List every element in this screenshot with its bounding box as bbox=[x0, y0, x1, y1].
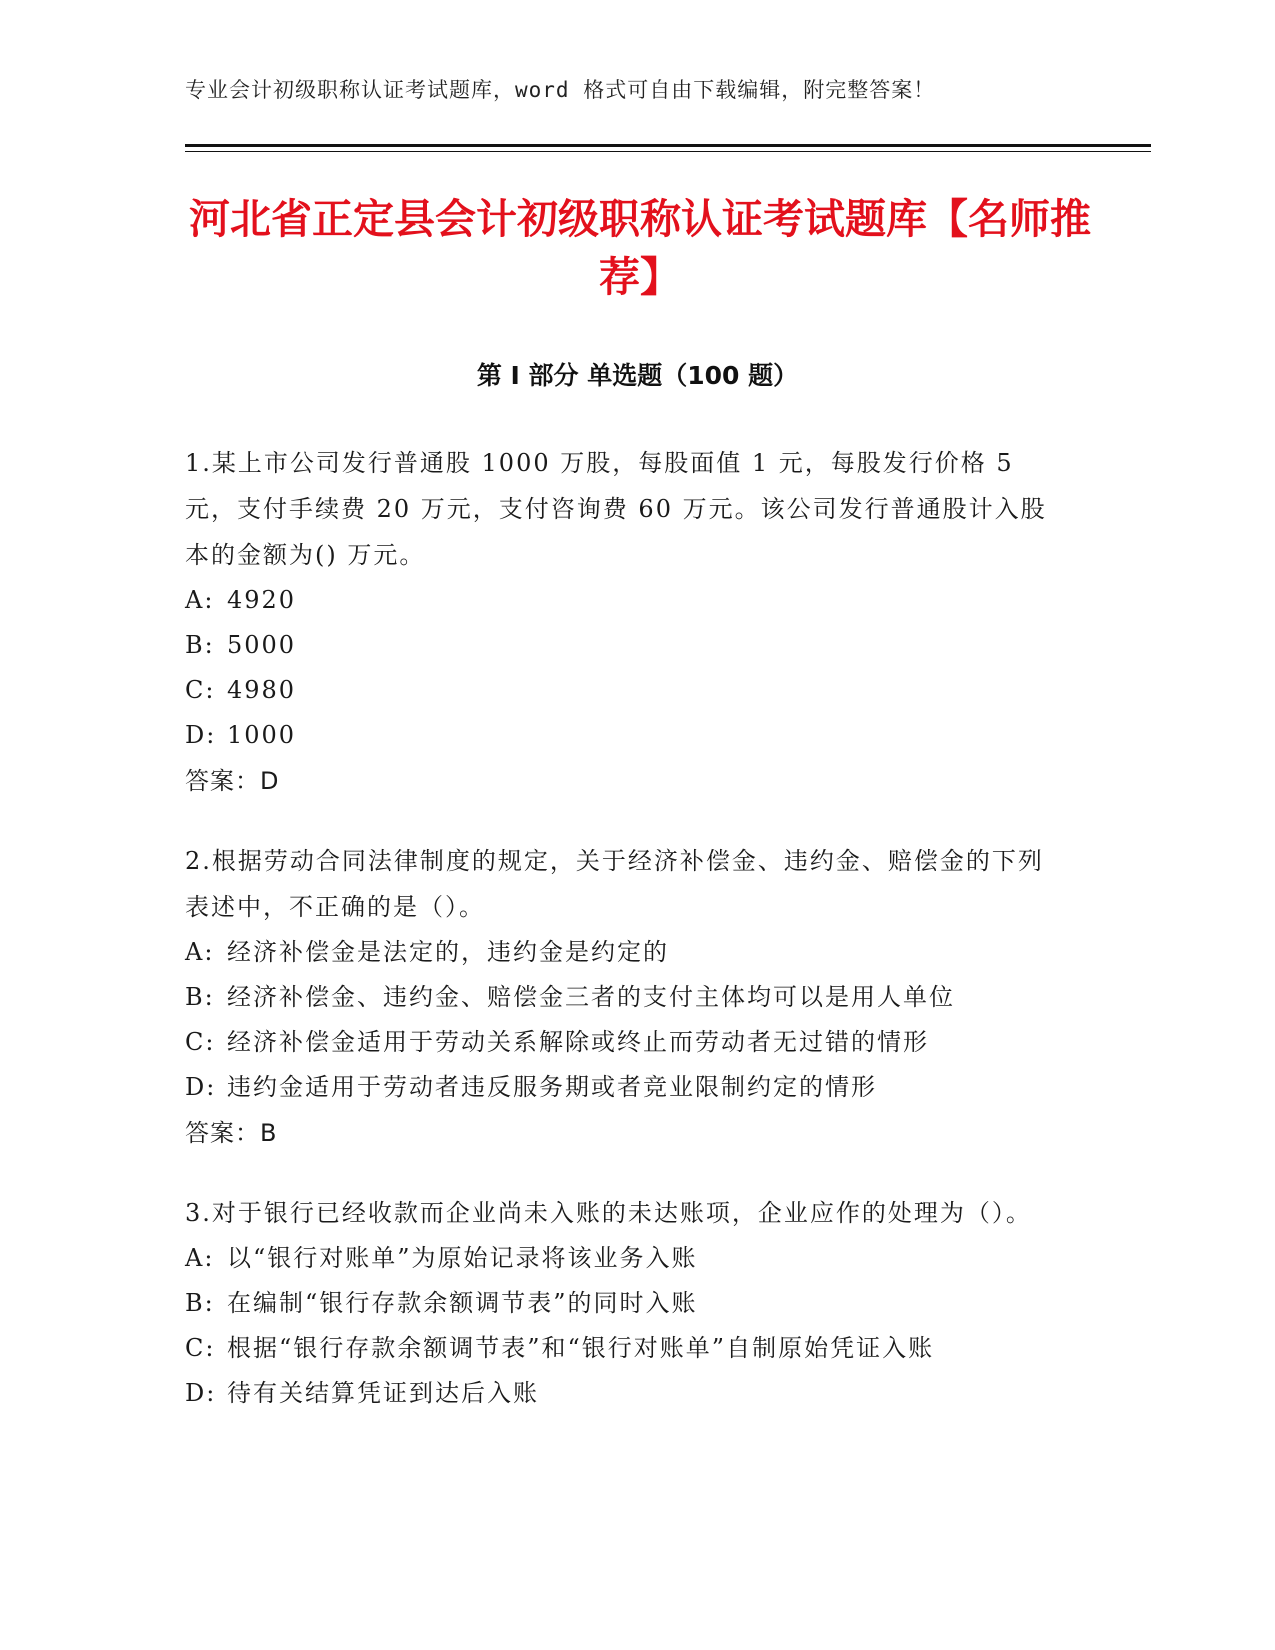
question-text: 1.某上市公司发行普通股 1000 万股，每股面值 1 元，每股发行价格 5 元，支付手续费 20 万元，支付咨询费 60 万元。该公司发行普通股计入股本的金额为() 万元。 bbox=[185, 449, 1047, 569]
option-key: A: bbox=[185, 1244, 215, 1272]
document-title: 河北省正定县会计初级职称认证考试题库【名师推荐】 bbox=[189, 195, 1091, 301]
option-key: A: bbox=[185, 586, 215, 614]
option-text: 经济补偿金是法定的，违约金是约定的 bbox=[227, 938, 669, 966]
section-title: 第 I 部分 单选题（100 题） bbox=[476, 361, 799, 390]
option-key: D: bbox=[185, 1073, 217, 1101]
option-b bbox=[185, 975, 1065, 1020]
option-key: C: bbox=[185, 1334, 216, 1362]
header-divider-thin bbox=[185, 151, 1151, 152]
option-a bbox=[185, 1236, 1065, 1281]
answer-label: 答案：D bbox=[185, 767, 280, 795]
option-c bbox=[185, 1326, 1065, 1371]
question-3 bbox=[185, 1190, 1065, 1416]
option-b bbox=[185, 1281, 1065, 1326]
option-c bbox=[185, 1020, 1065, 1065]
option-a bbox=[185, 578, 1065, 623]
header-divider-thick bbox=[185, 144, 1151, 147]
option-key: D: bbox=[185, 721, 217, 749]
answer-label: 答案：B bbox=[185, 1119, 278, 1147]
option-a bbox=[185, 930, 1065, 975]
option-text: 1000 bbox=[227, 721, 297, 749]
option-d bbox=[185, 713, 1065, 758]
option-text: 待有关结算凭证到达后入账 bbox=[227, 1379, 539, 1407]
option-text: 经济补偿金适用于劳动关系解除或终止而劳动者无过错的情形 bbox=[227, 1028, 929, 1056]
question-list bbox=[185, 440, 1065, 1450]
question-1 bbox=[185, 440, 1065, 804]
question-text: 2.根据劳动合同法律制度的规定，关于经济补偿金、违约金、赔偿金的下列表述中，不正确的是（）。 bbox=[185, 847, 1044, 921]
question-text: 3.对于银行已经收款而企业尚未入账的未达账项，企业应作的处理为（）。 bbox=[185, 1199, 1032, 1227]
option-text: 4920 bbox=[227, 586, 297, 614]
option-c bbox=[185, 668, 1065, 713]
option-b bbox=[185, 623, 1065, 668]
question-2 bbox=[185, 838, 1065, 1156]
option-text: 以“银行对账单”为原始记录将该业务入账 bbox=[227, 1244, 698, 1272]
option-text: 经济补偿金、违约金、赔偿金三者的支付主体均可以是用人单位 bbox=[227, 983, 955, 1011]
option-text: 根据“银行存款余额调节表”和“银行对账单”自制原始凭证入账 bbox=[227, 1334, 935, 1362]
option-d bbox=[185, 1371, 1065, 1416]
option-text: 4980 bbox=[227, 676, 297, 704]
option-key: D: bbox=[185, 1379, 217, 1407]
option-key: C: bbox=[185, 676, 216, 704]
option-d bbox=[185, 1065, 1065, 1110]
option-text: 在编制“银行存款余额调节表”的同时入账 bbox=[227, 1289, 698, 1317]
option-text: 违约金适用于劳动者违反服务期或者竞业限制约定的情形 bbox=[227, 1073, 877, 1101]
option-key: A: bbox=[185, 938, 215, 966]
option-key: B: bbox=[185, 1289, 215, 1317]
option-key: C: bbox=[185, 1028, 216, 1056]
option-key: B: bbox=[185, 983, 215, 1011]
header-note: 专业会计初级职称认证考试题库，word 格式可自由下载编辑，附完整答案！ bbox=[185, 78, 936, 102]
option-text: 5000 bbox=[227, 631, 297, 659]
option-key: B: bbox=[185, 631, 215, 659]
